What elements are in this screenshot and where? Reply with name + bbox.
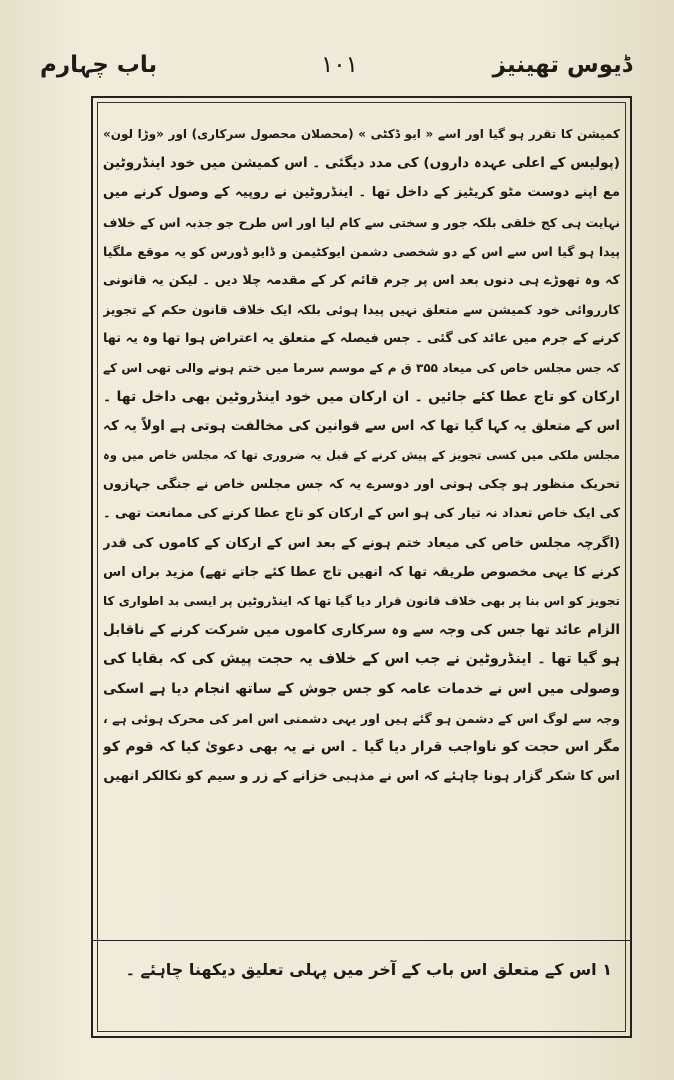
text-line: کہ جس مجلس خاص کی میعاد ۳۵۵ ق م کے موسم سرما میں ختم ہونے والی تھی اس کے <box>103 360 620 375</box>
text-line: مجلس ملکی میں کسی تجویز کے پیش کرنے کے قبل یہ ضروری تھا کہ مجلس خاص میں وہ <box>103 448 620 463</box>
text-line: ارکان کو تاج عطا کئے جائیں ۔ ان ارکان میں خود اینڈروٹین بھی داخل تھا ۔ <box>103 388 620 405</box>
chapter-label: باب چہارم <box>40 52 158 78</box>
text-line: اس کے متعلق یہ کہا گیا تھا کہ اس سے قوانین کی مخالفت ہوتی ہے اولاً یہ کہ <box>103 417 620 434</box>
text-line: نہایت ہی کج خلقی بلکہ جور و سختی سے کام لیا اور اس طرح جو جذبہ اس کے خلاف <box>103 214 620 230</box>
text-line: (اگرچہ مجلس خاص کی میعاد ختم ہونے کے بعد اس کے ارکان کے کاموں کی قدر <box>103 535 620 551</box>
text-line: کی ایک خاص تعداد نہ تیار کی ہو اس کے ارکان کو تاج عطا کرنے کی ممانعت تھی ۔ <box>103 506 620 522</box>
text-line: ہو گیا تھا ۔ اینڈروٹین نے جب اس کے خلاف یہ حجت پیش کی کہ بقایا کی <box>103 651 620 668</box>
text-line: مع اپنے دوست مٹو کریٹیز کے داخل تھا ۔ اینڈروٹین نے روپیہ کے وصول کرنے میں <box>103 185 620 201</box>
page-header <box>40 52 640 92</box>
text-line: (پولیس کے اعلی عہدہ داروں) کی مدد دیگئی ۔ اس کمیشن میں خود اینڈروٹین <box>103 155 620 172</box>
running-title: ڈیوس تھینیز <box>492 52 632 78</box>
text-line: کہ وہ تھوڑے ہی دنوں بعد اس پر جرم قائم کر کے مقدمہ چلا دیں ۔ لیکن یہ قانونی <box>103 272 620 288</box>
footnote: ۱ اس کے متعلق اس باب کے آخر میں پہلی تعلیق دیکھنا چاہئے ۔ <box>125 960 612 979</box>
text-line: کمیشن کا تقرر ہو گیا اور اسے « ایو ڈکٹی » (محصلان محصول سرکاری) اور «وڑا لون» <box>103 127 620 141</box>
text-line: تحریک منظور ہو چکی ہوتی اور دوسرے یہ کہ جس مجلس خاص نے جنگی جہازوں <box>103 477 620 493</box>
footnote-divider <box>93 940 630 941</box>
text-line: اس کا شکر گزار ہونا چاہئے کہ اس نے مذہبی خزانے کے زر و سیم کو نکالکر انھیں <box>103 769 620 785</box>
text-frame <box>91 96 632 1038</box>
text-line: وجہ سے لوگ اس کے دشمن ہو گئے ہیں اور یہی دشمنی اس امر کی محرک ہوئی ہے ، <box>103 710 620 726</box>
text-line: کارروائی خود کمیشن سے متعلق نہیں پیدا ہوئی بلکہ ایک خلاف قانون حکم کے تجویز <box>103 302 620 318</box>
text-line: الزام عائد تھا جس کی وجہ سے وہ سرکاری کاموں میں شرکت کرنے کے ناقابل <box>103 622 620 639</box>
body-text <box>103 120 620 990</box>
text-line: وصولی میں اس نے خدمات عامہ کو جس جوش کے ساتھ انجام دیا ہے اسکی <box>103 680 620 697</box>
text-line: تجویز کو اس بنا پر بھی خلاف قانون قرار دیا گیا تھا کہ اینڈروٹین پر ایسی بد اطواری کا <box>103 594 620 608</box>
text-line: کرنے کے جرم میں عائد کی گئی ۔ جس فیصلہ کے متعلق یہ اعتراض ہوا تھا وہ یہ تھا <box>103 331 620 347</box>
text-line: مگر اس حجت کو ناواجب قرار دیا گیا ۔ اس نے یہ بھی دعویٰ کیا کہ قوم کو <box>103 738 620 755</box>
text-line: کرنے کا یہی مخصوص طریقہ تھا کہ انھیں تاج عطا کئے جاتے تھے) مزید براں اس <box>103 564 620 580</box>
text-line: پیدا ہو گیا اس سے اس کے دو شخصی دشمن ایوکٹیمن و ڈایو ڈورس کو یہ موقع ملگیا <box>103 243 620 259</box>
page-number: ۱۰۱ <box>320 52 358 78</box>
